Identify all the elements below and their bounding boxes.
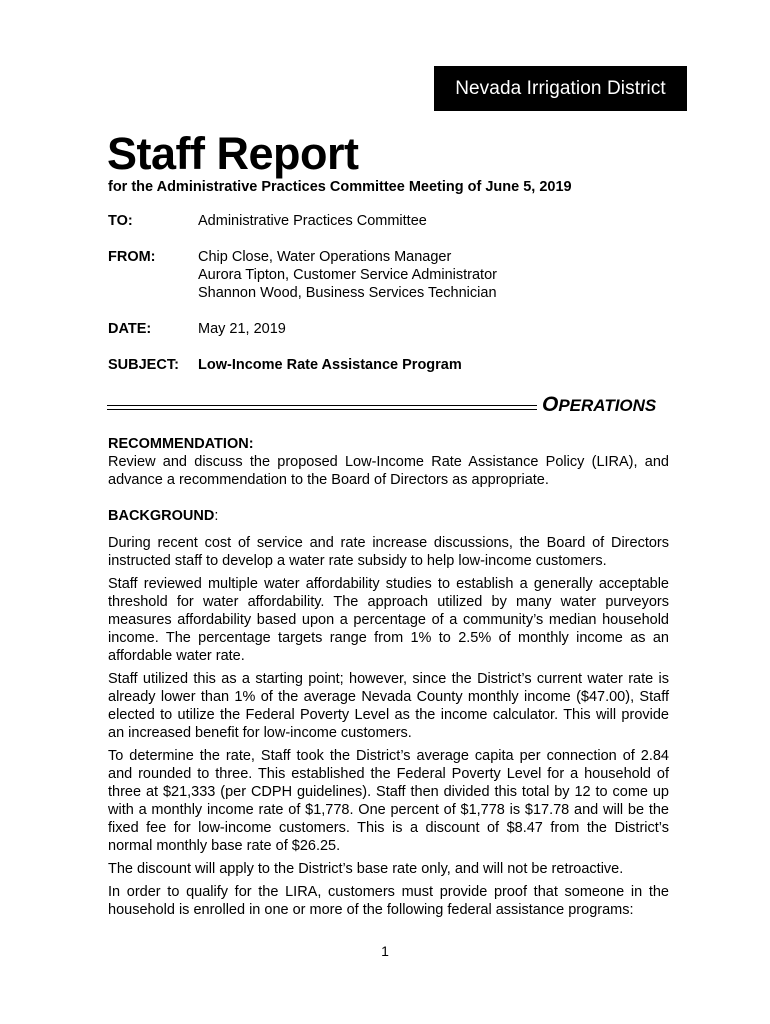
- subject-label: SUBJECT:: [108, 357, 179, 373]
- recommendation-text: Review and discuss the proposed Low-Income Rate Assistance Policy (LIRA), and advance a recommendation to the Board of Directors as appropriate.: [108, 454, 669, 488]
- page-subtitle: for the Administrative Practices Committee Meeting of June 5, 2019: [108, 179, 572, 195]
- recommendation-section: [108, 435, 669, 489]
- section-label-rest: PERATIONS: [558, 396, 657, 415]
- background-section: [108, 507, 669, 919]
- background-heading-line: [108, 507, 669, 525]
- from-value-2: Aurora Tipton, Customer Service Administrator: [198, 267, 497, 283]
- page-number: 1: [381, 943, 389, 959]
- background-paragraph: Staff reviewed multiple water affordability studies to establish a generally acceptable threshold for water affordability. The approach utilized by many water purveyors measures affordability based upon a percentage of a community’s median household income. The percentage targets range from 1% to 2.5% of monthly income as an affordable water rate.: [108, 576, 669, 664]
- background-paragraph: During recent cost of service and rate increase discussions, the Board of Directors instructed staff to develop a water rate subsidy to help low-income customers.: [108, 535, 669, 569]
- recommendation-heading: RECOMMENDATION:: [108, 436, 254, 452]
- section-label: [542, 394, 656, 417]
- page-title: Staff Report: [107, 128, 359, 179]
- subject-value: Low-Income Rate Assistance Program: [198, 357, 462, 373]
- from-label: FROM:: [108, 249, 156, 265]
- background-heading-colon: :: [214, 508, 219, 524]
- background-paragraph: The discount will apply to the District’s base rate only, and will not be retroactive.: [108, 861, 624, 877]
- section-divider: [107, 405, 537, 410]
- to-label: TO:: [108, 213, 133, 229]
- background-heading: BACKGROUND: [108, 508, 215, 524]
- background-paragraph: Staff utilized this as a starting point; however, since the District’s current water rate is already lower than 1% of the average Nevada County monthly income ($47.00), Staff elected to utilize the Federal Poverty Level as the income calculator. This will provide an increased benefit for low-income customers.: [108, 671, 669, 741]
- from-value-3: Shannon Wood, Business Services Technician: [198, 285, 497, 301]
- organization-banner: Nevada Irrigation District: [434, 66, 687, 111]
- date-label: DATE:: [108, 321, 152, 337]
- background-paragraph: In order to qualify for the LIRA, customers must provide proof that someone in the household is enrolled in one or more of the following federal assistance programs:: [108, 884, 669, 918]
- background-paragraph: To determine the rate, Staff took the District’s average capita per connection of 2.84 and rounded to three. This established the Federal Poverty Level for a household of three at $21,333 (per CDPH guidelines). Staff then divided this total by 12 to come up with a monthly income rate of $1,778. One percent of $1,778 is $17.78 and will be the fixed fee for low-income customers. This is a discount of $8.47 from the District’s normal monthly base rate of $26.25.: [108, 748, 669, 854]
- to-value: Administrative Practices Committee: [198, 213, 427, 229]
- date-value: May 21, 2019: [198, 321, 286, 337]
- section-label-initial: O: [542, 393, 559, 416]
- from-value-1: Chip Close, Water Operations Manager: [198, 249, 452, 265]
